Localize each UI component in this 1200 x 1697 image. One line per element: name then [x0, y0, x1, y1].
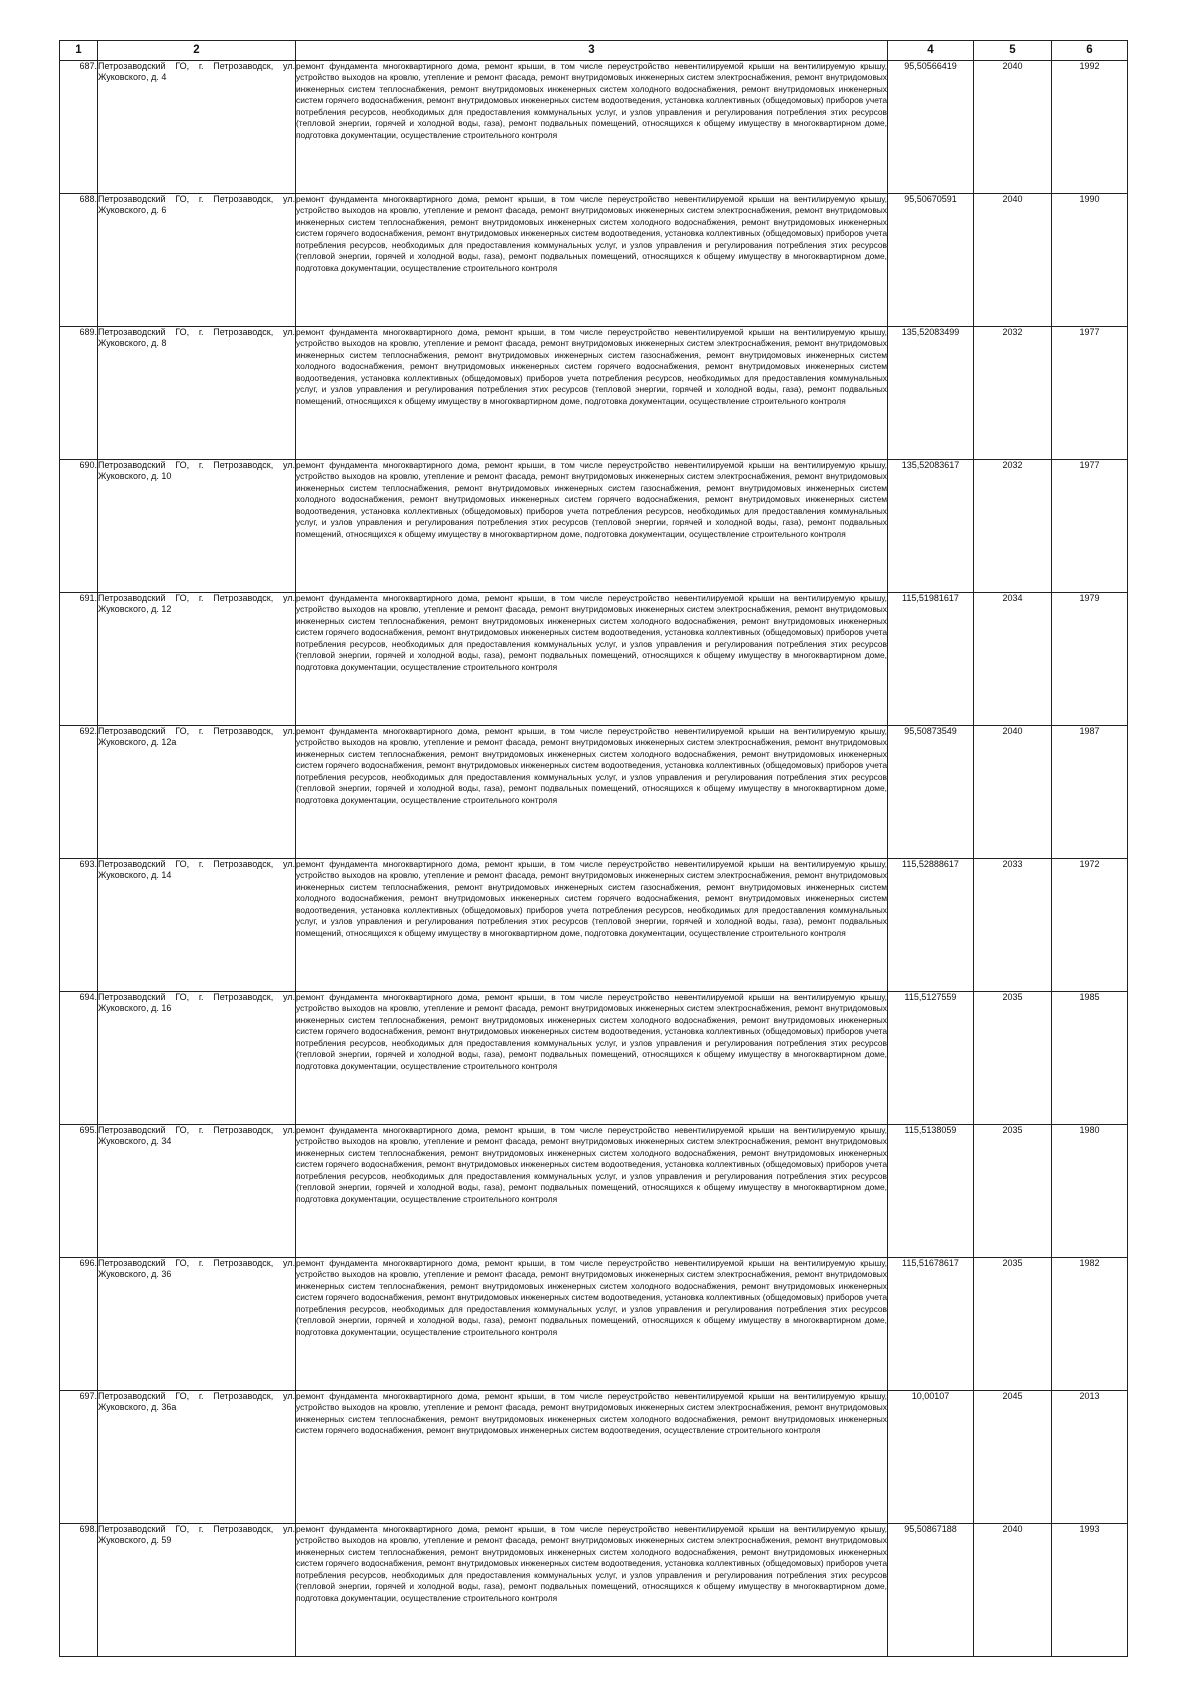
row-build-year: 1977	[1052, 460, 1128, 593]
row-cost: 95,50566419	[888, 61, 974, 194]
table-row	[60, 460, 1128, 593]
row-number: 690.	[60, 460, 98, 593]
row-plan-year: 2040	[974, 61, 1052, 194]
row-number: 689.	[60, 327, 98, 460]
row-number: 694.	[60, 992, 98, 1125]
row-plan-year: 2033	[974, 859, 1052, 992]
row-build-year: 1985	[1052, 992, 1128, 1125]
table-row	[60, 726, 1128, 859]
row-plan-year: 2035	[974, 1125, 1052, 1258]
column-header-2: 2	[98, 41, 296, 61]
row-works: ремонт фундамента многоквартирного дома, ремонт крыши, в том числе переустройство невентилируемой крыши на вентилируемую крышу, устройство выходов на кровлю, утепление и ремонт фасада, ремонт внутридомовых инженерных систем электроснабжения, ремонт внутридомовых инженерных систем теплоснабжения, ремонт внутридомовых инженерных систем холодного водоснабжения, ремонт внутридомовых инженерных систем горячего водоснабжения, ремонт внутридомовых инженерных систем водоотведения, установка коллективных (общедомовых) приборов учета потребления ресурсов, необходимых для предоставления коммунальных услуг, и узлов управления и регулирования потребления этих ресурсов (тепловой энергии, горячей и холодной воды, газа), ремонт подвальных помещений, относящихся к общему имуществу в многоквартирном доме, подготовка документации, осуществление строительного контроля	[296, 194, 888, 327]
row-works: ремонт фундамента многоквартирного дома, ремонт крыши, в том числе переустройство невентилируемой крыши на вентилируемую крышу, устройство выходов на кровлю, утепление и ремонт фасада, ремонт внутридомовых инженерных систем электроснабжения, ремонт внутридомовых инженерных систем теплоснабжения, ремонт внутридомовых инженерных систем холодного водоснабжения, ремонт внутридомовых инженерных систем горячего водоснабжения, ремонт внутридомовых инженерных систем водоотведения, установка коллективных (общедомовых) приборов учета потребления ресурсов, необходимых для предоставления коммунальных услуг, и узлов управления и регулирования потребления этих ресурсов (тепловой энергии, горячей и холодной воды, газа), ремонт подвальных помещений, относящихся к общему имуществу в многоквартирном доме, подготовка документации, осуществление строительного контроля	[296, 1524, 888, 1657]
row-number: 696.	[60, 1258, 98, 1391]
row-address: Петрозаводский ГО, г. Петрозаводск, ул. Жуковского, д. 34	[98, 1125, 296, 1258]
row-cost: 95,50867188	[888, 1524, 974, 1657]
row-address: Петрозаводский ГО, г. Петрозаводск, ул. Жуковского, д. 12	[98, 593, 296, 726]
row-build-year: 1990	[1052, 194, 1128, 327]
row-address: Петрозаводский ГО, г. Петрозаводск, ул. Жуковского, д. 10	[98, 460, 296, 593]
header-row	[60, 41, 1128, 61]
row-plan-year: 2035	[974, 992, 1052, 1125]
table-row	[60, 61, 1128, 194]
row-plan-year: 2040	[974, 194, 1052, 327]
column-header-5: 5	[974, 41, 1052, 61]
row-number: 697.	[60, 1391, 98, 1524]
row-number: 692.	[60, 726, 98, 859]
row-plan-year: 2045	[974, 1391, 1052, 1524]
row-number: 693.	[60, 859, 98, 992]
row-works: ремонт фундамента многоквартирного дома, ремонт крыши, в том числе переустройство невентилируемой крыши на вентилируемую крышу, устройство выходов на кровлю, утепление и ремонт фасада, ремонт внутридомовых инженерных систем электроснабжения, ремонт внутридомовых инженерных систем теплоснабжения, ремонт внутридомовых инженерных систем газоснабжения, ремонт внутридомовых инженерных систем холодного водоснабжения, ремонт внутридомовых инженерных систем горячего водоснабжения, ремонт внутридомовых инженерных систем водоотведения, установка коллективных (общедомовых) приборов учета потребления ресурсов, необходимых для предоставления коммунальных услуг, и узлов управления и регулирования потребления этих ресурсов (тепловой энергии, горячей и холодной воды, газа), ремонт подвальных помещений, относящихся к общему имуществу в многоквартирном доме, подготовка документации, осуществление строительного контроля	[296, 859, 888, 992]
column-header-1: 1	[60, 41, 98, 61]
table-row	[60, 194, 1128, 327]
row-build-year: 1982	[1052, 1258, 1128, 1391]
row-number: 687.	[60, 61, 98, 194]
row-cost: 115,52888617	[888, 859, 974, 992]
row-build-year: 1977	[1052, 327, 1128, 460]
row-works: ремонт фундамента многоквартирного дома, ремонт крыши, в том числе переустройство невентилируемой крыши на вентилируемую крышу, устройство выходов на кровлю, утепление и ремонт фасада, ремонт внутридомовых инженерных систем электроснабжения, ремонт внутридомовых инженерных систем теплоснабжения, ремонт внутридомовых инженерных систем газоснабжения, ремонт внутридомовых инженерных систем холодного водоснабжения, ремонт внутридомовых инженерных систем горячего водоснабжения, ремонт внутридомовых инженерных систем водоотведения, установка коллективных (общедомовых) приборов учета потребления ресурсов, необходимых для предоставления коммунальных услуг, и узлов управления и регулирования потребления этих ресурсов (тепловой энергии, горячей и холодной воды, газа), ремонт подвальных помещений, относящихся к общему имуществу в многоквартирном доме, подготовка документации, осуществление строительного контроля	[296, 460, 888, 593]
row-address: Петрозаводский ГО, г. Петрозаводск, ул. Жуковского, д. 4	[98, 61, 296, 194]
row-build-year: 1987	[1052, 726, 1128, 859]
row-address: Петрозаводский ГО, г. Петрозаводск, ул. Жуковского, д. 8	[98, 327, 296, 460]
row-address: Петрозаводский ГО, г. Петрозаводск, ул. Жуковского, д. 36а	[98, 1391, 296, 1524]
row-works: ремонт фундамента многоквартирного дома, ремонт крыши, в том числе переустройство невентилируемой крыши на вентилируемую крышу, устройство выходов на кровлю, утепление и ремонт фасада, ремонт внутридомовых инженерных систем электроснабжения, ремонт внутридомовых инженерных систем теплоснабжения, ремонт внутридомовых инженерных систем газоснабжения, ремонт внутридомовых инженерных систем холодного водоснабжения, ремонт внутридомовых инженерных систем горячего водоснабжения, ремонт внутридомовых инженерных систем водоотведения, установка коллективных (общедомовых) приборов учета потребления ресурсов, необходимых для предоставления коммунальных услуг, и узлов управления и регулирования потребления этих ресурсов (тепловой энергии, горячей и холодной воды, газа), ремонт подвальных помещений, относящихся к общему имуществу в многоквартирном доме, подготовка документации, осуществление строительного контроля	[296, 327, 888, 460]
row-plan-year: 2035	[974, 1258, 1052, 1391]
table-row	[60, 1125, 1128, 1258]
row-cost: 115,51678617	[888, 1258, 974, 1391]
table-row	[60, 1391, 1128, 1524]
table-row	[60, 1258, 1128, 1391]
row-build-year: 1979	[1052, 593, 1128, 726]
row-number: 695.	[60, 1125, 98, 1258]
table-row	[60, 327, 1128, 460]
row-cost: 135,52083617	[888, 460, 974, 593]
row-cost: 115,5138059	[888, 1125, 974, 1258]
column-header-6: 6	[1052, 41, 1128, 61]
register-table	[59, 40, 1128, 1657]
row-number: 698.	[60, 1524, 98, 1657]
row-address: Петрозаводский ГО, г. Петрозаводск, ул. Жуковского, д. 6	[98, 194, 296, 327]
row-works: ремонт фундамента многоквартирного дома, ремонт крыши, в том числе переустройство невентилируемой крыши на вентилируемую крышу, устройство выходов на кровлю, утепление и ремонт фасада, ремонт внутридомовых инженерных систем электроснабжения, ремонт внутридомовых инженерных систем теплоснабжения, ремонт внутридомовых инженерных систем холодного водоснабжения, ремонт внутридомовых инженерных систем горячего водоснабжения, ремонт внутридомовых инженерных систем водоотведения, установка коллективных (общедомовых) приборов учета потребления ресурсов, необходимых для предоставления коммунальных услуг, и узлов управления и регулирования потребления этих ресурсов (тепловой энергии, горячей и холодной воды, газа), ремонт подвальных помещений, относящихся к общему имуществу в многоквартирном доме, подготовка документации, осуществление строительного контроля	[296, 1125, 888, 1258]
row-cost: 115,5127559	[888, 992, 974, 1125]
row-cost: 95,50873549	[888, 726, 974, 859]
row-build-year: 1993	[1052, 1524, 1128, 1657]
row-works: ремонт фундамента многоквартирного дома, ремонт крыши, в том числе переустройство невентилируемой крыши на вентилируемую крышу, устройство выходов на кровлю, утепление и ремонт фасада, ремонт внутридомовых инженерных систем электроснабжения, ремонт внутридомовых инженерных систем теплоснабжения, ремонт внутридомовых инженерных систем холодного водоснабжения, ремонт внутридомовых инженерных систем горячего водоснабжения, ремонт внутридомовых инженерных систем водоотведения, осуществление строительного контроля	[296, 1391, 888, 1524]
column-header-3: 3	[296, 41, 888, 61]
table-row	[60, 992, 1128, 1125]
row-build-year: 1980	[1052, 1125, 1128, 1258]
row-works: ремонт фундамента многоквартирного дома, ремонт крыши, в том числе переустройство невентилируемой крыши на вентилируемую крышу, устройство выходов на кровлю, утепление и ремонт фасада, ремонт внутридомовых инженерных систем электроснабжения, ремонт внутридомовых инженерных систем теплоснабжения, ремонт внутридомовых инженерных систем холодного водоснабжения, ремонт внутридомовых инженерных систем горячего водоснабжения, ремонт внутридомовых инженерных систем водоотведения, установка коллективных (общедомовых) приборов учета потребления ресурсов, необходимых для предоставления коммунальных услуг, и узлов управления и регулирования потребления этих ресурсов (тепловой энергии, горячей и холодной воды, газа), ремонт подвальных помещений, относящихся к общему имуществу в многоквартирном доме, подготовка документации, осуществление строительного контроля	[296, 992, 888, 1125]
row-plan-year: 2034	[974, 593, 1052, 726]
row-cost: 10,00107	[888, 1391, 974, 1524]
row-address: Петрозаводский ГО, г. Петрозаводск, ул. Жуковского, д. 16	[98, 992, 296, 1125]
row-address: Петрозаводский ГО, г. Петрозаводск, ул. Жуковского, д. 36	[98, 1258, 296, 1391]
row-build-year: 1972	[1052, 859, 1128, 992]
row-plan-year: 2032	[974, 327, 1052, 460]
row-works: ремонт фундамента многоквартирного дома, ремонт крыши, в том числе переустройство невентилируемой крыши на вентилируемую крышу, устройство выходов на кровлю, утепление и ремонт фасада, ремонт внутридомовых инженерных систем электроснабжения, ремонт внутридомовых инженерных систем теплоснабжения, ремонт внутридомовых инженерных систем холодного водоснабжения, ремонт внутридомовых инженерных систем горячего водоснабжения, ремонт внутридомовых инженерных систем водоотведения, установка коллективных (общедомовых) приборов учета потребления ресурсов, необходимых для предоставления коммунальных услуг, и узлов управления и регулирования потребления этих ресурсов (тепловой энергии, горячей и холодной воды, газа), ремонт подвальных помещений, относящихся к общему имуществу в многоквартирном доме, подготовка документации, осуществление строительного контроля	[296, 61, 888, 194]
row-address: Петрозаводский ГО, г. Петрозаводск, ул. Жуковского, д. 14	[98, 859, 296, 992]
row-number: 691.	[60, 593, 98, 726]
row-build-year: 1992	[1052, 61, 1128, 194]
row-plan-year: 2040	[974, 1524, 1052, 1657]
row-plan-year: 2032	[974, 460, 1052, 593]
row-works: ремонт фундамента многоквартирного дома, ремонт крыши, в том числе переустройство невентилируемой крыши на вентилируемую крышу, устройство выходов на кровлю, утепление и ремонт фасада, ремонт внутридомовых инженерных систем электроснабжения, ремонт внутридомовых инженерных систем теплоснабжения, ремонт внутридомовых инженерных систем холодного водоснабжения, ремонт внутридомовых инженерных систем горячего водоснабжения, ремонт внутридомовых инженерных систем водоотведения, установка коллективных (общедомовых) приборов учета потребления ресурсов, необходимых для предоставления коммунальных услуг, и узлов управления и регулирования потребления этих ресурсов (тепловой энергии, горячей и холодной воды, газа), ремонт подвальных помещений, относящихся к общему имуществу в многоквартирном доме, подготовка документации, осуществление строительного контроля	[296, 1258, 888, 1391]
table-row	[60, 593, 1128, 726]
table-row	[60, 1524, 1128, 1657]
column-header-4: 4	[888, 41, 974, 61]
row-number: 688.	[60, 194, 98, 327]
row-cost: 135,52083499	[888, 327, 974, 460]
row-address: Петрозаводский ГО, г. Петрозаводск, ул. Жуковского, д. 12а	[98, 726, 296, 859]
row-plan-year: 2040	[974, 726, 1052, 859]
row-build-year: 2013	[1052, 1391, 1128, 1524]
row-address: Петрозаводский ГО, г. Петрозаводск, ул. Жуковского, д. 59	[98, 1524, 296, 1657]
row-cost: 115,51981617	[888, 593, 974, 726]
row-works: ремонт фундамента многоквартирного дома, ремонт крыши, в том числе переустройство невентилируемой крыши на вентилируемую крышу, устройство выходов на кровлю, утепление и ремонт фасада, ремонт внутридомовых инженерных систем электроснабжения, ремонт внутридомовых инженерных систем теплоснабжения, ремонт внутридомовых инженерных систем холодного водоснабжения, ремонт внутридомовых инженерных систем горячего водоснабжения, ремонт внутридомовых инженерных систем водоотведения, установка коллективных (общедомовых) приборов учета потребления ресурсов, необходимых для предоставления коммунальных услуг, и узлов управления и регулирования потребления этих ресурсов (тепловой энергии, горячей и холодной воды, газа), ремонт подвальных помещений, относящихся к общему имуществу в многоквартирном доме, подготовка документации, осуществление строительного контроля	[296, 593, 888, 726]
table-row	[60, 859, 1128, 992]
row-works: ремонт фундамента многоквартирного дома, ремонт крыши, в том числе переустройство невентилируемой крыши на вентилируемую крышу, устройство выходов на кровлю, утепление и ремонт фасада, ремонт внутридомовых инженерных систем электроснабжения, ремонт внутридомовых инженерных систем теплоснабжения, ремонт внутридомовых инженерных систем холодного водоснабжения, ремонт внутридомовых инженерных систем горячего водоснабжения, ремонт внутридомовых инженерных систем водоотведения, установка коллективных (общедомовых) приборов учета потребления ресурсов, необходимых для предоставления коммунальных услуг, и узлов управления и регулирования потребления этих ресурсов (тепловой энергии, горячей и холодной воды, газа), ремонт подвальных помещений, относящихся к общему имуществу в многоквартирном доме, подготовка документации, осуществление строительного контроля	[296, 726, 888, 859]
row-cost: 95,50670591	[888, 194, 974, 327]
